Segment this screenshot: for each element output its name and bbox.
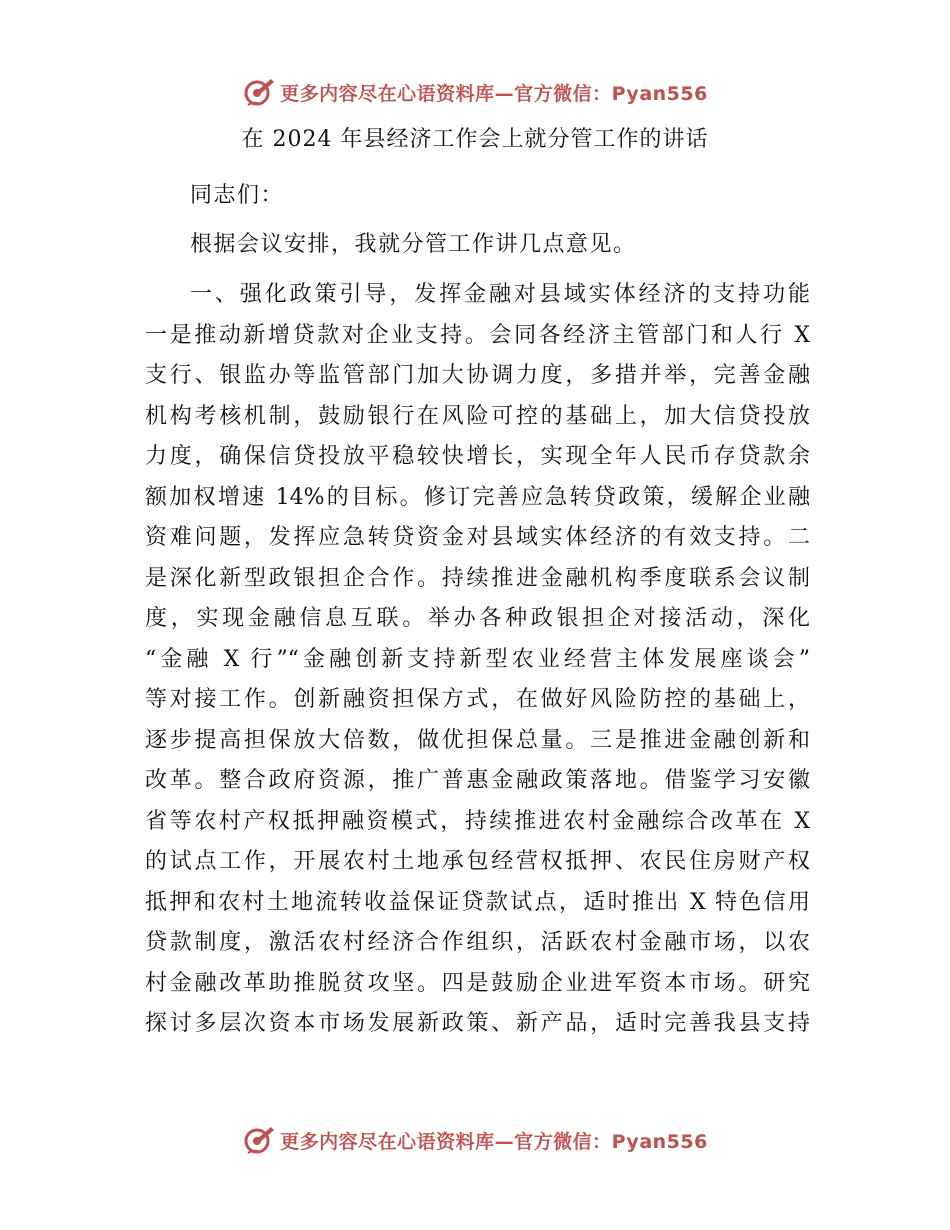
body-line: 额加权增速 14%的目标。修订完善应急转贷政策，缓解企业融 (145, 484, 810, 510)
body-line: 贷款制度，激活农村经济合作组织，活跃农村金融市场，以农 (145, 930, 810, 955)
body-line: 省等农村产权抵押融资模式，持续推进农村金融综合改革在 X (145, 808, 810, 834)
body-line: 等对接工作。创新融资担保方式，在做好风险防控的基础上， (145, 687, 810, 712)
body-line: 机构考核机制，鼓励银行在风险可控的基础上，加大信贷投放 (145, 403, 810, 429)
pen-logo-icon (242, 1123, 276, 1157)
body-line: 度，实现金融信息互联。举办各种政银担企对接活动，深化 (145, 606, 810, 631)
body-line: 一是推动新增贷款对企业支持。会同各经济主管部门和人行 X (145, 322, 810, 348)
body-line: 探讨多层次资本市场发展新政策、新产品，适时完善我县支持 (145, 1011, 810, 1036)
body-line: 支行、银监办等监管部门加大协调力度，多措并举，完善金融 (145, 363, 810, 388)
body-paragraph (145, 275, 810, 1045)
document-title: 在 2024 年县经济工作会上就分管工作的讲话 (241, 127, 709, 152)
body-line: 一、强化政策引导，发挥金融对县域实体经济的支持功能 (190, 282, 810, 307)
body-line: 改革。整合政府资源，推广普惠金融政策落地。借鉴学习安徽 (145, 768, 810, 793)
pen-logo-icon (242, 75, 276, 109)
watermark-text: 更多内容尽在心语资料库—官方微信：Pyan556 (280, 1130, 708, 1153)
greeting: 同志们： (190, 183, 285, 208)
header-watermark (0, 72, 950, 112)
body-line: 的试点工作，开展农村土地承包经营权抵押、农民住房财产权 (145, 849, 810, 874)
body-line: “金融 X 行”“金融创新支持新型农业经营主体发展座谈会” (145, 646, 810, 672)
intro-paragraph: 根据会议安排，我就分管工作讲几点意见。 (190, 232, 637, 257)
body-line: 逐步提高担保放大倍数，做优担保总量。三是推进金融创新和 (145, 727, 810, 753)
footer-watermark (0, 1120, 950, 1160)
body-line: 力度，确保信贷投放平稳较快增长，实现全年人民币存贷款余 (145, 444, 810, 469)
body-line: 是深化新型政银担企合作。持续推进金融机构季度联系会议制 (145, 565, 810, 591)
body-line: 资难问题，发挥应急转贷资金对县域实体经济的有效支持。二 (145, 525, 810, 550)
body-line: 抵押和农村土地流转收益保证贷款试点，适时推出 X 特色信用 (145, 889, 810, 915)
watermark-text: 更多内容尽在心语资料库—官方微信：Pyan556 (280, 82, 708, 105)
body-line: 村金融改革助推脱贫攻坚。四是鼓励企业进军资本市场。研究 (145, 970, 810, 996)
